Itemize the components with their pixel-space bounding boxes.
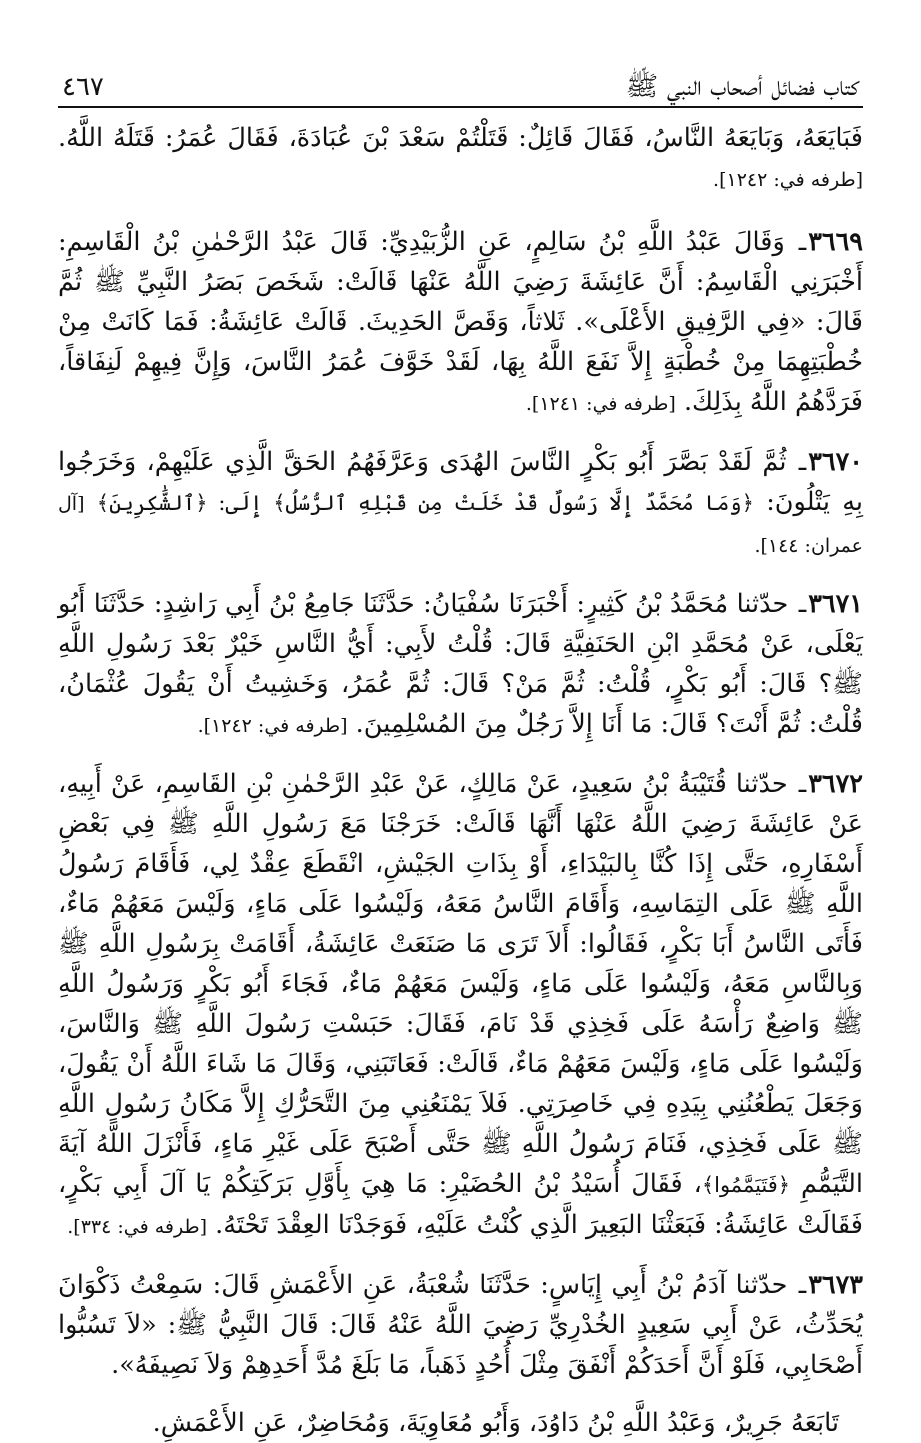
hadith-number: ٣٦٧٢ xyxy=(808,769,863,799)
hadith-text: وَقَالَ عَبْدُ اللَّهِ بْنُ سَالِمٍ، عَنِ الزُّبَيْدِيِّ: قَالَ عَبْدُ الرَّحْمٰنِ بْنُ الْقَاسِمِ: أَخْبَرَنِي الْقَاسِمُ: أَنَّ عَائِشَةَ رَضِيَ اللَّهُ عَنْهَا قَالَتْ: شَخَصَ بَصَرُ النَّبِيِّ ﷺ ثُمَّ قَالَ: «فِي الرَّفِيقِ الأَعْلَى». ثَلاثاً، وَقَصَّ الحَدِيثَ. قَالَتْ عَائِشَةُ: فَمَا كَانَتْ مِنْ خُطْبَتِهِمَا مِنْ خُطْبَةٍ إِلاَّ نَفَعَ اللَّهُ بِهَا، لَقَدْ خَوَّفَ عُمَرُ النَّاسَ، وَإِنَّ فِيهِمْ لَنِفَاقاً، فَرَدَّهُمُ اللَّهُ بِذَلِكَ. xyxy=(58,227,863,417)
hadith-3672 xyxy=(58,764,863,1247)
crossref: [آل عمران: ١٤٤]. xyxy=(58,493,863,557)
running-head xyxy=(58,60,863,108)
page-number: ٤٦٧ xyxy=(62,72,104,102)
hadith-text-continued: ، فَقَالَ أُسَيْدُ بْنُ الحُضَيْرِ: مَا هِيَ بِأَوَّلِ بَرَكَتِكُمْ يَا آلَ أَبِي بَكْرٍ، فَقَالَتْ عَائِشَةُ: فَبَعَثْنَا البَعِيرَ الَّذِي كُنْتُ عَلَيْهِ، فَوَجَدْنَا العِقْدَ تَحْتَهُ. xyxy=(58,1169,863,1240)
hadith-3671 xyxy=(58,584,863,746)
hadith-number: ٣٦٦٩ xyxy=(808,227,864,257)
crossref: [طرفه في: ١٢٤٢]. xyxy=(713,169,863,191)
hadith-3670 xyxy=(58,442,863,566)
hadith-text: حدّثنا مُحَمَّدُ بْنُ كَثِيرٍ: أَخْبَرَنَا سُفْيَانُ: حَدَّثَنَا جَامِعُ بْنُ أَبِي رَاشِدٍ: حَدَّثَنَا أَبُو يَعْلَى، عَنْ مُحَمَّدِ ابْنِ الحَنَفِيَّةِ قَالَ: قُلْتُ لأَبِي: أَيُّ النَّاسِ خَيْرٌ بَعْدَ رَسُولِ اللَّهِ ﷺ؟ قَالَ: أَبُو بَكْرٍ، قُلْتُ: ثُمَّ مَنْ؟ قَالَ: ثُمَّ عُمَرُ، وَخَشِيتُ أَنْ يَقُولَ عُثْمَانُ، قُلْتُ: ثُمَّ أَنْتَ؟ قَالَ: مَا أَنَا إِلاَّ رَجُلٌ مِنَ المُسْلِمِينَ. xyxy=(58,589,863,739)
hadith-text: ثُمَّ لَقَدْ بَصَّرَ أَبُو بَكْرٍ النَّاسَ الهُدَى وَعَرَّفَهُمُ الحَقَّ الَّذِي عَلَيْهِمْ، وَخَرَجُوا بِهِ يَتْلُونَ: xyxy=(58,447,863,517)
hadith-text: فَبَايَعَهُ، وَبَايَعَهُ النَّاسُ، فَقَالَ قَائِلٌ: قَتَلْتُمْ سَعْدَ بْنَ عُبَادَةَ، فَقَالَ عُمَرُ: قَتَلَهُ اللَّهُ. xyxy=(58,123,863,153)
number-separator: ـ xyxy=(798,769,807,799)
hadith-text: حدّثنا قُتَيْبَةُ بْنُ سَعِيدٍ، عَنْ مَالِكٍ، عَنْ عَبْدِ الرَّحْمٰنِ بْنِ القَاسِمِ، عَنْ أَبِيهِ، عَنْ عَائِشَةَ رَضِيَ اللَّهُ عَنْهَا أَنَّهَا قَالَتْ: خَرَجْنَا مَعَ رَسُولِ اللَّهِ ﷺ فِي بَعْضِ أَسْفَارِهِ، حَتَّى إِذَا كُنَّا بِالبَيْدَاءِ، أَوْ بِذَاتِ الجَيْشِ، انْقَطَعَ عِقْدٌ لِي، فَأَقَامَ رَسُولُ اللَّهِ ﷺ عَلَى التِمَاسِهِ، وَأَقَامَ النَّاسُ مَعَهُ، وَلَيْسُوا عَلَى مَاءٍ، وَلَيْسَ مَعَهُمْ مَاءٌ، فَأَتَى النَّاسُ أَبَا بَكْرٍ، فَقَالُوا: أَلاَ تَرَى مَا صَنَعَتْ عَائِشَةُ، أَقَامَتْ بِرَسُولِ اللَّهِ ﷺ وَبِالنَّاسِ مَعَهُ، وَلَيْسُوا عَلَى مَاءٍ، وَلَيْسَ مَعَهُمْ مَاءٌ، فَجَاءَ أَبُو بَكْرٍ وَرَسُولُ اللَّهِ ﷺ وَاضِعٌ رَأْسَهُ عَلَى فَخِذِي قَدْ نَامَ، فَقَالَ: حَبَسْتِ رَسُولَ اللَّهِ ﷺ وَالنَّاسَ، وَلَيْسُوا عَلَى مَاءٍ، وَلَيْسَ مَعَهُمْ مَاءٌ، قَالَتْ: فَعَاتَبَنِي، وَقَالَ مَا شَاءَ اللَّهُ أَنْ يَقُولَ، وَجَعَلَ يَطْعُنُنِي بِيَدِهِ فِي خَاصِرَتِي. فَلاَ يَمْنَعُنِي مِنَ التَّحَرُّكِ إِلاَّ مَكَانُ رَسُولِ اللَّهِ ﷺ عَلَى فَخِذِي، فَنَامَ رَسُولُ اللَّهِ ﷺ حَتَّى أَصْبَحَ عَلَى غَيْرِ مَاءٍ، فَأَنْزَلَ اللَّهُ آيَةَ التَّيَمُّمِ xyxy=(58,769,864,1199)
number-separator: ـ xyxy=(798,589,807,619)
hadith-3673 xyxy=(58,1265,863,1385)
quran-quote: ﴿فَتَيَمَّمُوا﴾ xyxy=(701,1173,791,1197)
closing-line: تَابَعَهُ جَرِيرٌ، وَعَبْدُ اللَّهِ بْنُ دَاوُدَ، وَأَبُو مُعَاوِيَةَ، وَمُحَاضِرٌ، عَنِ الأَعْمَشِ. xyxy=(152,1408,839,1438)
hadith-number: ٣٦٧٠ xyxy=(808,447,863,477)
crossref: [طرفه في: ١٢٤٢]. xyxy=(197,715,348,737)
hadith-3669 xyxy=(58,222,863,424)
quran-quote: ﴿وَمَا مُحَمَّدٌ إِلَّا رَسُولٌ قَدْ خَلَتْ مِن قَبْلِهِ ٱلرُّسُلُ﴾ إِلَى: ﴿ٱلشَّٰكِرِينَ﴾ xyxy=(96,491,754,515)
hadith-continuation xyxy=(58,118,863,200)
hadith-number: ٣٦٧٣ xyxy=(808,1270,863,1300)
crossref: [طرفه في: ٣٣٤]. xyxy=(67,1216,208,1238)
body-text xyxy=(58,118,863,1443)
hadith-text: حدّثنا آدَمُ بْنُ أَبِي إِيَاسٍ: حَدَّثَنَا شُعْبَةُ، عَنِ الأَعْمَشِ قَالَ: سَمِعْتُ ذَكْوَانَ يُحَدِّثُ، عَنْ أَبِي سَعِيدٍ الخُدْرِيِّ رَضِيَ اللَّهُ عَنْهُ قَالَ: قَالَ النَّبِيُّ ﷺ: «لاَ تَسُبُّوا أَصْحَابِي، فَلَوْ أَنَّ أَحَدَكُمْ أَنْفَقَ مِثْلَ أُحُدٍ ذَهَباً، مَا بَلَغَ مُدَّ أَحَدِهِمْ وَلاَ نَصِيفَهُ». xyxy=(58,1270,863,1380)
book-title: كتاب فضائل أصحاب النبي ﷺ xyxy=(625,71,859,102)
number-separator: ـ xyxy=(798,447,807,477)
number-separator: ـ xyxy=(798,227,807,257)
number-separator: ـ xyxy=(798,1270,807,1300)
crossref: [طرفه في: ١٢٤١]. xyxy=(525,393,676,415)
hadith-number: ٣٦٧١ xyxy=(808,589,863,619)
